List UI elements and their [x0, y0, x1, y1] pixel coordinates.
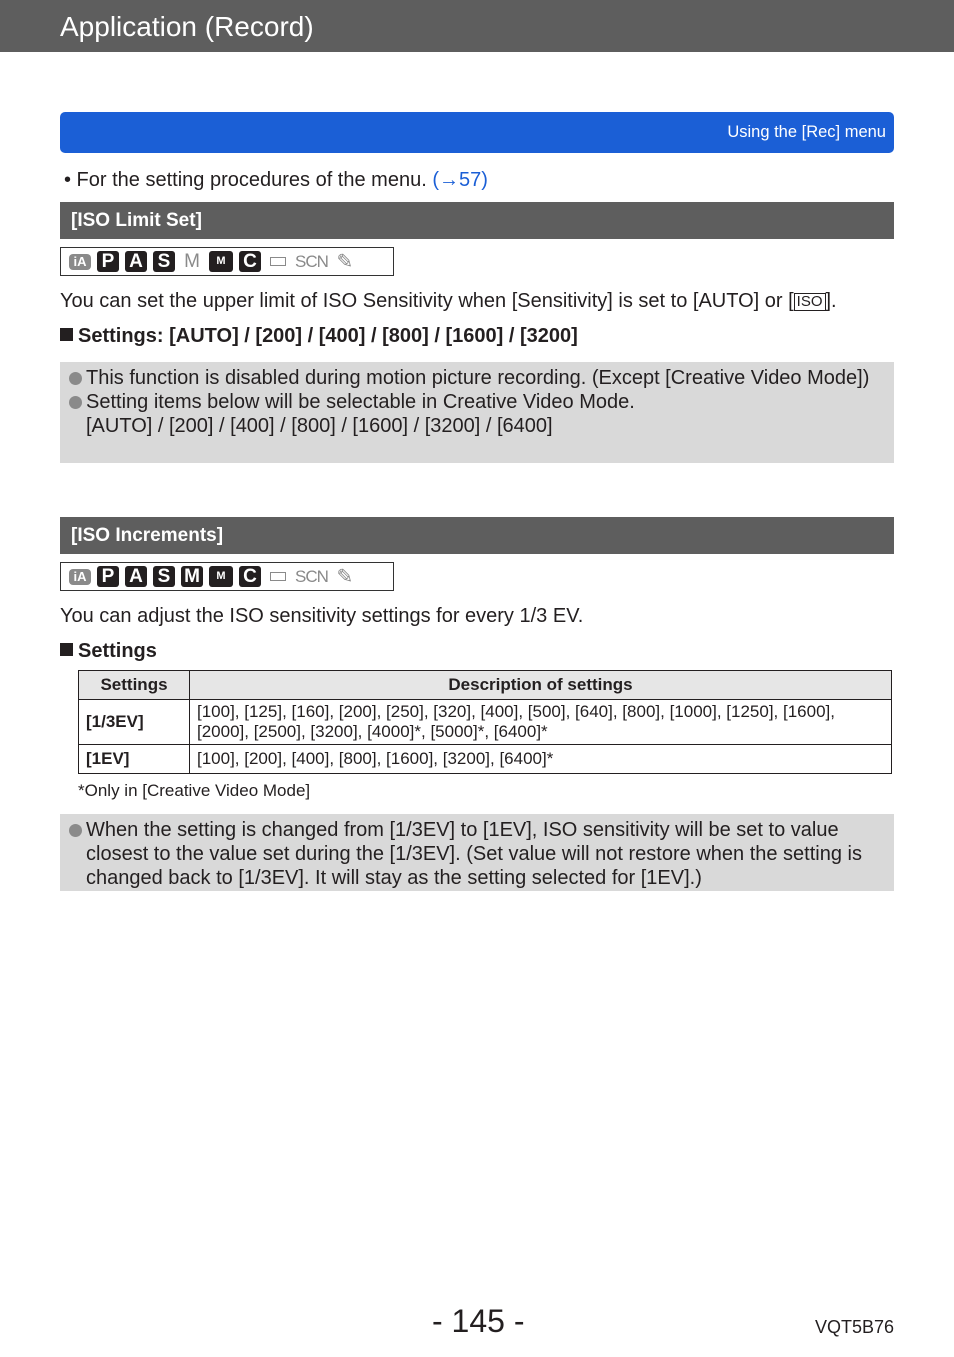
custom-mode-icon: C [239, 251, 261, 272]
shutter-priority-mode-icon: S [153, 251, 175, 272]
manual-mode-icon: M [181, 566, 203, 587]
table-cell-value: [100], [200], [400], [800], [1600], [3200], [6400]* [190, 745, 892, 774]
top-header-bar [0, 0, 954, 52]
available-modes-strip [60, 562, 394, 591]
page-number: - 145 - [432, 1303, 525, 1339]
bullet-dot-icon [69, 824, 82, 837]
intelligent-iso-icon: ISO [794, 293, 826, 311]
table-row [79, 745, 892, 774]
shutter-priority-mode-icon: S [153, 566, 175, 587]
table-cell-value: [100], [125], [160], [200], [250], [320], [400], [500], [640], [800], [1000], [1250], [1600], [2000], [2500], [3200], [4000]*, [5000]*, [6400]* [190, 700, 892, 745]
note-item: Setting items below will be selectable in Creative Video Mode. [86, 390, 886, 414]
iso-limit-settings-line [60, 324, 578, 348]
table-footnote: *Only in [Creative Video Mode] [78, 781, 311, 800]
page-header-title: Application (Record) [60, 11, 314, 42]
section-heading-text: [ISO Limit Set] [71, 210, 202, 231]
manual-mode-icon: M [184, 251, 200, 272]
section-heading-iso-increments [60, 517, 894, 554]
note-values: [AUTO] / [200] / [400] / [800] / [1600] / [3200] / [6400] [86, 415, 553, 437]
section-heading-iso-limit-set [60, 202, 894, 239]
table-header-settings: Settings [79, 671, 190, 700]
creative-control-mode-icon: ✎ [336, 565, 354, 588]
note-item: This function is disabled during motion picture recording. (Except [Creative Video Mode]) [86, 366, 886, 390]
iso-limit-notes [60, 362, 894, 463]
table-header-row [79, 671, 892, 700]
aperture-priority-mode-icon: A [125, 566, 147, 587]
iso-limit-description [60, 289, 837, 313]
description-text-end: ]. [825, 290, 837, 312]
table-cell-key: [1EV] [79, 745, 190, 774]
bullet-dot-icon [69, 396, 82, 409]
settings-title: Settings [78, 640, 157, 662]
section-heading-text: [ISO Increments] [71, 525, 224, 546]
iso-increments-settings-line [60, 639, 157, 663]
panorama-mode-icon [267, 566, 289, 587]
custom-mode-icon: C [239, 566, 261, 587]
using-rec-menu-link[interactable]: Using the [Rec] menu [727, 123, 886, 141]
scene-guide-mode-icon: SCN [295, 567, 328, 586]
creative-video-mode-icon: M [209, 566, 233, 587]
program-mode-icon: P [97, 251, 119, 272]
aperture-priority-mode-icon: A [125, 251, 147, 272]
table-row [79, 700, 892, 745]
note-item: When the setting is changed from [1/3EV] to [1EV], ISO sensitivity will be set to value closest to the value set during the [1/3EV]. (Set value will not restore when the setting is changed back to [1/3EV]. It will stay as the setting selected for [1EV].) [86, 818, 886, 890]
nav-bar [60, 112, 894, 153]
creative-video-mode-icon: M [209, 251, 233, 272]
table-header-description: Description of settings [190, 671, 892, 700]
intro-text [64, 168, 488, 192]
document-code: VQT5B76 [814, 1317, 894, 1337]
program-mode-icon: P [97, 566, 119, 587]
bullet-square-icon [60, 328, 73, 341]
intelligent-auto-mode-icon: iA [69, 254, 91, 270]
description-text-start: You can set the upper limit of ISO Sensitivity when [Sensitivity] is set to [AUTO] or [ [60, 290, 794, 312]
intelligent-auto-mode-icon: iA [69, 569, 91, 585]
panorama-mode-icon [267, 251, 289, 272]
bullet-dot-icon [69, 372, 82, 385]
iso-increments-table [78, 670, 892, 774]
settings-values: Settings: [AUTO] / [200] / [400] / [800] / [1600] / [3200] [78, 325, 578, 347]
iso-increments-note [60, 814, 894, 891]
iso-increments-description: You can adjust the ISO sensitivity settings for every 1/3 EV. [60, 605, 584, 627]
page-reference-link[interactable]: (→57) [432, 169, 488, 191]
bullet-square-icon [60, 643, 73, 656]
scene-guide-mode-icon: SCN [295, 252, 328, 271]
table-cell-key: [1/3EV] [79, 700, 190, 745]
available-modes-strip [60, 247, 394, 276]
intro-label: • For the setting procedures of the menu. [64, 169, 433, 191]
creative-control-mode-icon: ✎ [336, 250, 354, 273]
